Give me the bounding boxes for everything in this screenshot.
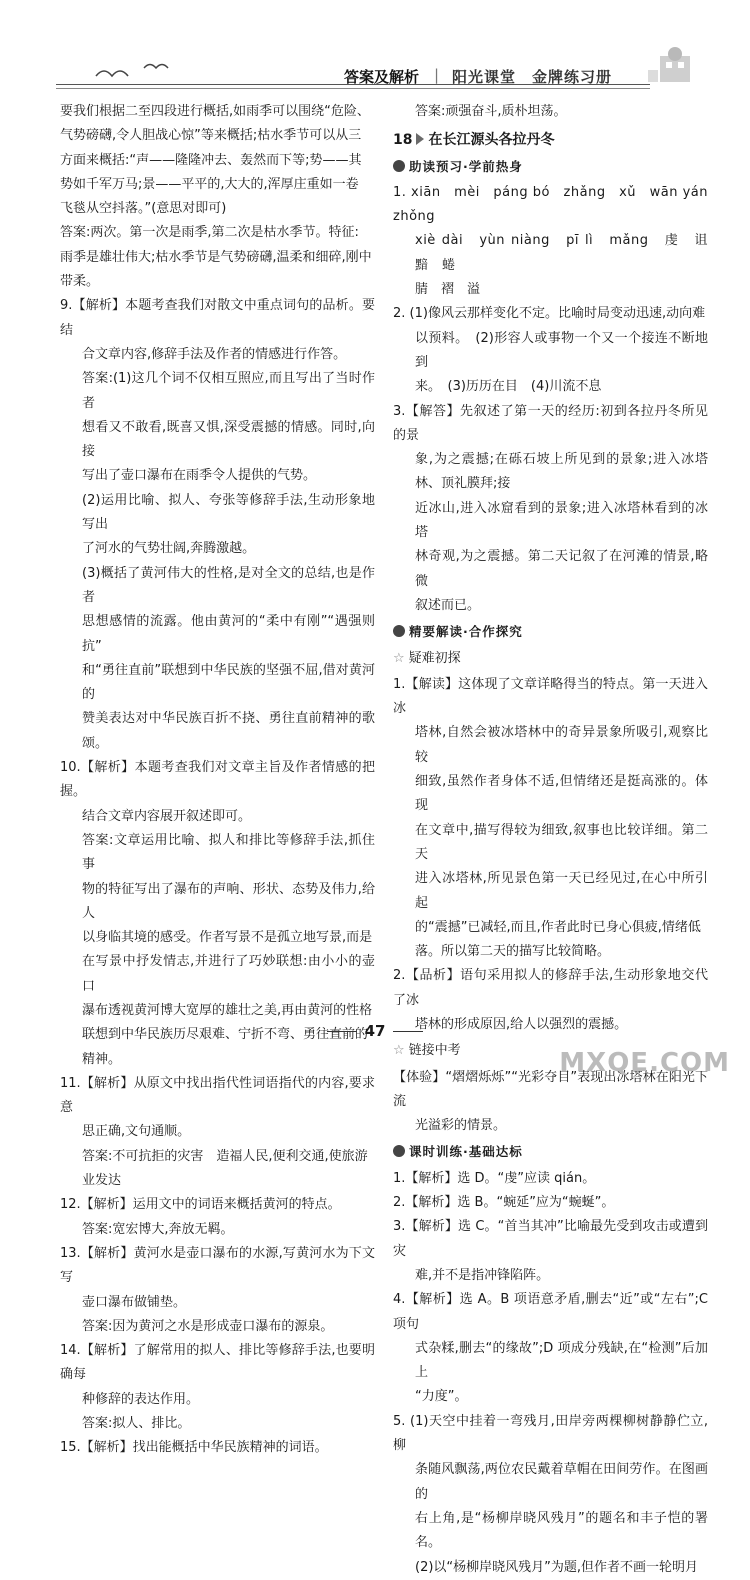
question-line: 2.【解析】选 B。“蜿延”应为“蜿蜒”。 xyxy=(393,1195,615,1211)
section-bullet-icon xyxy=(393,625,405,637)
text-line: 精神。 xyxy=(82,1051,122,1067)
lesson-title xyxy=(393,128,708,152)
pinyin-line: xiè dài yùn niàng pī lì mǎng 虔 诅 黯 蜷 xyxy=(415,233,722,273)
text-line: 壶口瀑布做铺垫。 xyxy=(82,1294,187,1310)
header-rule-thin xyxy=(56,88,650,89)
text-line: 光溢彩的情景。 xyxy=(415,1118,507,1134)
star-icon: ☆ xyxy=(393,650,405,666)
question-line: 5. (1)天空中挂着一弯残月,田岸旁两棵柳树静静伫立,柳 xyxy=(393,1413,708,1454)
text-line: 势如千军万马;景——平平的,大大的,浑厚庄重如一卷 xyxy=(60,176,359,192)
header-brand: 阳光课堂 金牌练习册 xyxy=(452,68,613,86)
question-line: 12.【解析】运用文中的词语来概括黄河的特点。 xyxy=(60,1197,341,1213)
answer-line: 答案:文章运用比喻、拟人和排比等修辞手法,抓住事 xyxy=(82,832,375,873)
question-line: 11.【解析】从原文中找出指代性词语指代的内容,要求意 xyxy=(60,1075,375,1116)
text-line: 带柔。 xyxy=(60,274,100,290)
lesson-name: 在长江源头各拉丹冬 xyxy=(428,132,555,149)
text-line: (2)以“杨柳岸晓风残月”为题,但作者不画一轮明月 xyxy=(415,1559,699,1575)
answer-line: 答案:顽强奋斗,质朴坦荡。 xyxy=(415,104,567,119)
question-line: 9.【解析】本题考查我们对散文中重点词句的品析。要结 xyxy=(60,298,375,338)
text-line: 象,为之震撼;在砾石坡上所见到的景象;进入冰塔林、顶礼膜拜;接 xyxy=(415,452,708,492)
question-line: 2.【品析】语句采用拟人的修辞手法,生动形象地交代了冰 xyxy=(393,968,708,1008)
text-line: 想看又不敢看,既喜又惧,深受震撼的情感。同时,向接 xyxy=(82,419,375,460)
text-line: 飞毯从空抖落。”(意思对即可) xyxy=(60,201,227,217)
text-line: 写出了壶口瀑布在雨季令人提供的气势。 xyxy=(82,468,317,484)
text-line: 细致,虽然作者身体不适,但情绪还是挺高涨的。体现 xyxy=(415,774,708,814)
text-line: 赞美表达对中华民族百折不挠、勇往直前精神的歌颂。 xyxy=(82,711,375,751)
text-line: (2)运用比喻、拟人、夸张等修辞手法,生动形象地写出 xyxy=(82,492,375,533)
page-number-dash xyxy=(393,1031,423,1032)
text-line: 种修辞的表达作用。 xyxy=(82,1391,200,1407)
text-line: 落。所以第二天的描写比较简略。 xyxy=(415,944,611,960)
text-line: 要我们根据二至四段进行概括,如雨季可以围绕“危险、 xyxy=(60,104,370,119)
text-line: 以预料。 (2)形容人或事物一个又一个接连不断地到 xyxy=(415,330,708,370)
pinyin-line: 1. xiān mèi páng bó zhǎng xǔ wān yán zhǒng xyxy=(393,184,722,225)
text-line: 结合文章内容展开叙述即可。 xyxy=(82,808,252,824)
text-line: 瀑布透视黄河博大宽厚的雄壮之美,再由黄河的性格 xyxy=(82,1002,373,1018)
section-bullet-icon xyxy=(393,160,405,172)
question-line: 15.【解析】找出能概括中华民族精神的词语。 xyxy=(60,1440,328,1456)
section-heading: 课时训练·基础达标 xyxy=(393,1140,708,1164)
text-line: 答案:两次。第一次是雨季,第二次是枯水季节。特征: xyxy=(60,225,359,241)
text-line: “力度”。 xyxy=(415,1389,468,1405)
text-line: (3)概括了黄河伟大的性格,是对全文的总结,也是作者 xyxy=(82,565,375,605)
question-line: 10.【解析】本题考查我们对文章主旨及作者情感的把握。 xyxy=(60,760,375,800)
text-line: 方面来概括:“声——隆隆冲去、轰然而下等;势——其 xyxy=(60,152,362,168)
text-line: 在写景中抒发情志,并进行了巧妙联想:由小小的壶口 xyxy=(82,954,375,994)
question-line: 3.【解析】选 C。“首当其冲”比喻最先受到攻击或遭到灾 xyxy=(393,1219,708,1259)
question-line: 4.【解析】选 A。B 项语意矛盾,删去“近”或“左右”;C 项句 xyxy=(393,1292,708,1332)
text-line: 的“震撼”已减轻,而且,作者此时已身心俱疲,情绪低 xyxy=(415,919,701,935)
text-line: 【体验】“熠熠烁烁”“光彩夺目”表现出冰塔林在阳光下流 xyxy=(393,1069,708,1109)
text-line: 在文章中,描写得较为细致,叙事也比较详细。第二天 xyxy=(415,822,708,862)
star-icon: ☆ xyxy=(393,1043,405,1059)
right-column xyxy=(393,100,722,1580)
page-number-dash xyxy=(327,1031,357,1032)
page-number: 47 xyxy=(0,1022,750,1040)
header-separator: | xyxy=(434,66,440,84)
left-column xyxy=(60,100,375,1461)
text-line: 条随风飘荡,两位农民戴着草帽在田间劳作。在图画的 xyxy=(415,1462,708,1502)
text-line: 思想感情的流露。他由黄河的“柔中有刚”“遇强则抗” xyxy=(82,614,375,654)
text-line: 塔林,自然会被冰塔林中的奇异景象所吸引,观察比较 xyxy=(415,725,708,765)
text-line: 近冰山,进入冰窟看到的景象;进入冰塔林看到的冰塔 xyxy=(415,500,708,541)
subsection-heading: ☆ 链接中考 xyxy=(393,1043,461,1059)
text-line: 业发达 xyxy=(82,1173,122,1189)
text-line: 以身临其境的感受。作者写景不是孤立地写景,而是 xyxy=(82,930,373,946)
header-answer-title: 答案及解析 xyxy=(344,68,420,86)
question-line: 14.【解析】了解常用的拟人、排比等修辞手法,也要明确每 xyxy=(60,1343,375,1383)
text-line: 气势磅礴,令人胆战心惊”等来概括;枯水季节可以从三 xyxy=(60,128,362,144)
text-line: 合文章内容,修辞手法及作者的情感进行作答。 xyxy=(82,346,347,362)
answer-line: 答案:宽宏博大,奔放无羁。 xyxy=(82,1221,234,1237)
text-line: 了河水的气势壮阔,奔腾激越。 xyxy=(82,541,256,557)
text-line: 来。 (3)历历在目 (4)川流不息 xyxy=(415,379,602,395)
text-line: 物的特征写出了瀑布的声响、形状、态势及伟力,给人 xyxy=(82,881,375,921)
text-line: 联想到中华民族历尽艰难、宁折不弯、勇往直前的 xyxy=(82,1027,369,1043)
section-heading: 精要解读·合作探究 xyxy=(393,620,708,644)
answer-line: 答案:拟人、排比。 xyxy=(82,1416,191,1432)
page-header xyxy=(56,56,710,94)
text-line: 叙述而已。 xyxy=(415,597,481,613)
lesson-number: 18 xyxy=(393,132,413,149)
text-line: 进入冰塔林,所见景色第一天已经见过,在心中所引起 xyxy=(415,871,708,911)
section-bullet-icon xyxy=(393,1145,405,1157)
answer-line: 答案:(1)这几个词不仅相互照应,而且写出了当时作者 xyxy=(82,371,375,411)
text-line: 雨季是雄壮伟大;枯水季节是气势磅礴,温柔和细碎,刚中 xyxy=(60,249,372,265)
text-line: 和“勇往直前”联想到中华民族的坚强不屈,借对黄河的 xyxy=(82,662,375,703)
question-line: 1.【解析】选 D。“虔”应读 qián。 xyxy=(393,1170,596,1186)
text-line: 右上角,是“杨柳岸晓风残月”的题名和丰子恺的署名。 xyxy=(415,1510,708,1551)
answer-line: 答案:因为黄河之水是形成壶口瀑布的源泉。 xyxy=(82,1318,334,1334)
text-line: 林奇观,为之震撼。第二天记叙了在河滩的情景,略微 xyxy=(415,549,708,589)
text-line: 式杂糅,删去“的缘故”;D 项成分残缺,在“检测”后加上 xyxy=(415,1340,708,1381)
question-line: 1.【解读】这体现了文章详略得当的特点。第一天进入冰 xyxy=(393,676,708,717)
answer-line: 答案:不可抗拒的灾害 造福人民,便利交通,使旅游 xyxy=(82,1148,368,1164)
text-line: 思正确,文句通顺。 xyxy=(82,1124,191,1140)
building-icon xyxy=(640,46,710,86)
question-line: 3.【解答】先叙述了第一天的经历:初到各拉丹冬所见的景 xyxy=(393,403,708,443)
subsection-heading: ☆ 疑难初探 xyxy=(393,650,461,666)
question-line: 2. (1)像风云那样变化不定。比喻时局变动迅速,动向难 xyxy=(393,306,706,322)
section-heading: 助读预习·学前热身 xyxy=(393,155,708,179)
text-line: 塔林的形成原因,给人以强烈的震撼。 xyxy=(415,1016,628,1032)
question-line: 13.【解析】黄河水是壶口瀑布的水源,写黄河水为下文写 xyxy=(60,1245,375,1286)
watermark: MXQE.COM xyxy=(559,1048,730,1078)
text-line: 腈 褶 溢 xyxy=(415,282,481,298)
text-line: 难,并不是指冲锋陷阵。 xyxy=(415,1267,550,1283)
arrow-icon xyxy=(416,133,424,145)
